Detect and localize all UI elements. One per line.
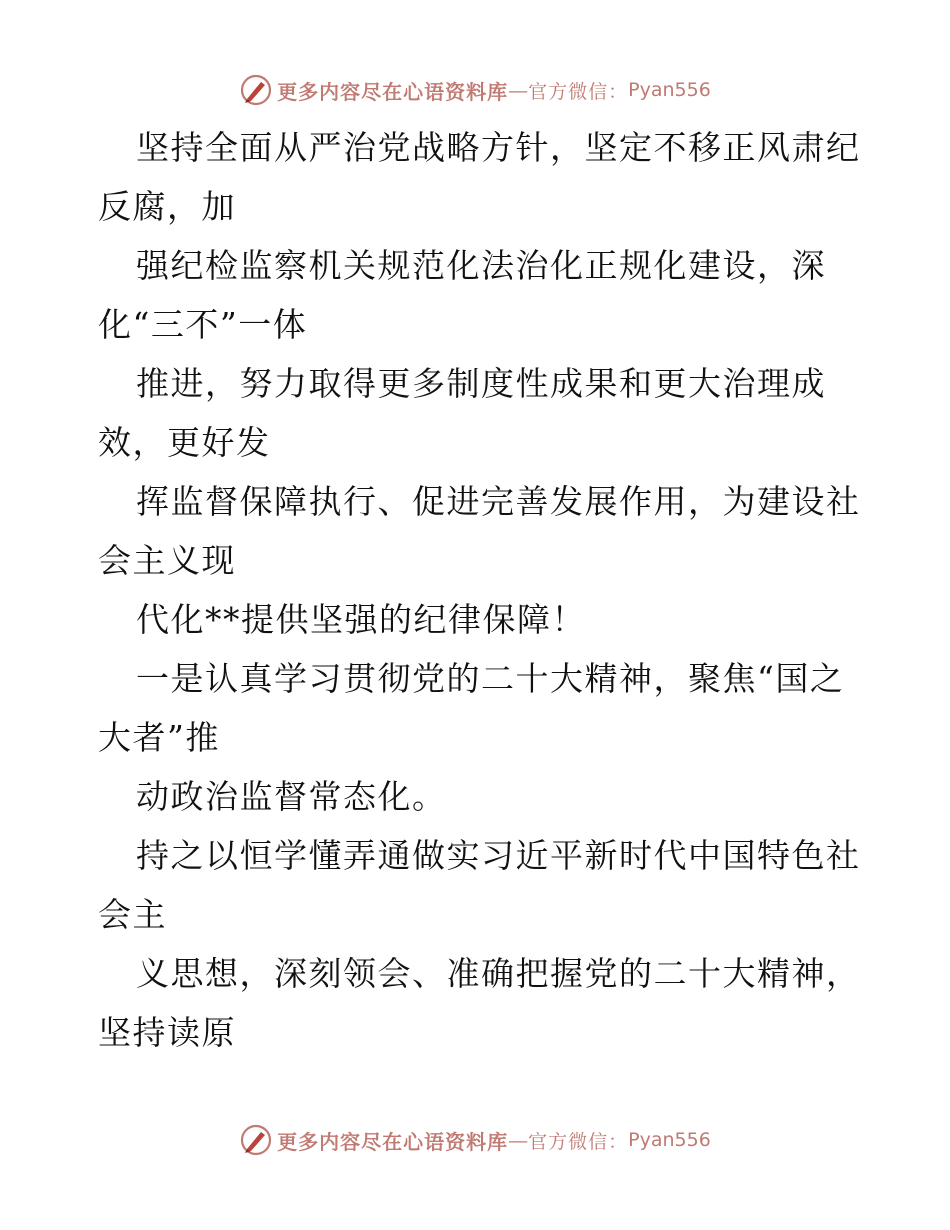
body-line: 坚持读原 xyxy=(98,1013,236,1052)
body-line: 义思想，深刻领会、准确把握党的二十大精神， xyxy=(136,954,861,993)
footer-banner xyxy=(0,1120,950,1160)
footer-wechat-id: Pyan556 xyxy=(628,1129,711,1151)
body-line: 化“三不”一体 xyxy=(98,305,308,344)
body-line: 推进，努力取得更多制度性成果和更大治理成 xyxy=(136,364,826,403)
footer-separator: — xyxy=(508,1128,529,1152)
body-line: 反腐，加 xyxy=(98,187,236,226)
body-line: 动政治监督常态化。 xyxy=(136,777,447,816)
body-line: 挥监督保障执行、促进完善发展作用，为建设社 xyxy=(136,482,861,521)
body-line: 坚持全面从严治党战略方针，坚定不移正风肃纪 xyxy=(136,128,861,167)
footer-site-text: 更多内容尽在心语资料库 xyxy=(277,1129,509,1154)
body-line: 大者”推 xyxy=(98,718,220,757)
body-line: 持之以恒学懂弄通做实习近平新时代中国特色社 xyxy=(136,836,861,875)
body-line: 会主 xyxy=(98,895,167,934)
pen-circle-logo-icon xyxy=(239,73,273,107)
footer-wechat-label: 官方微信： xyxy=(528,1130,629,1153)
header-site-text: 更多内容尽在心语资料库 xyxy=(277,79,509,104)
header-separator: — xyxy=(508,78,529,102)
body-line: 效，更好发 xyxy=(98,423,271,462)
document-body xyxy=(98,118,861,1062)
header-wechat-id: Pyan556 xyxy=(628,79,711,101)
header-banner xyxy=(0,70,950,110)
header-wechat-label: 官方微信： xyxy=(528,80,629,103)
pen-circle-logo-icon xyxy=(239,1123,273,1157)
body-line: 强纪检监察机关规范化法治化正规化建设，深 xyxy=(136,246,826,285)
body-line: 一是认真学习贯彻党的二十大精神，聚焦“国之 xyxy=(136,659,845,698)
body-line: 会主义现 xyxy=(98,541,236,580)
body-line: 代化**提供坚强的纪律保障！ xyxy=(136,600,586,639)
